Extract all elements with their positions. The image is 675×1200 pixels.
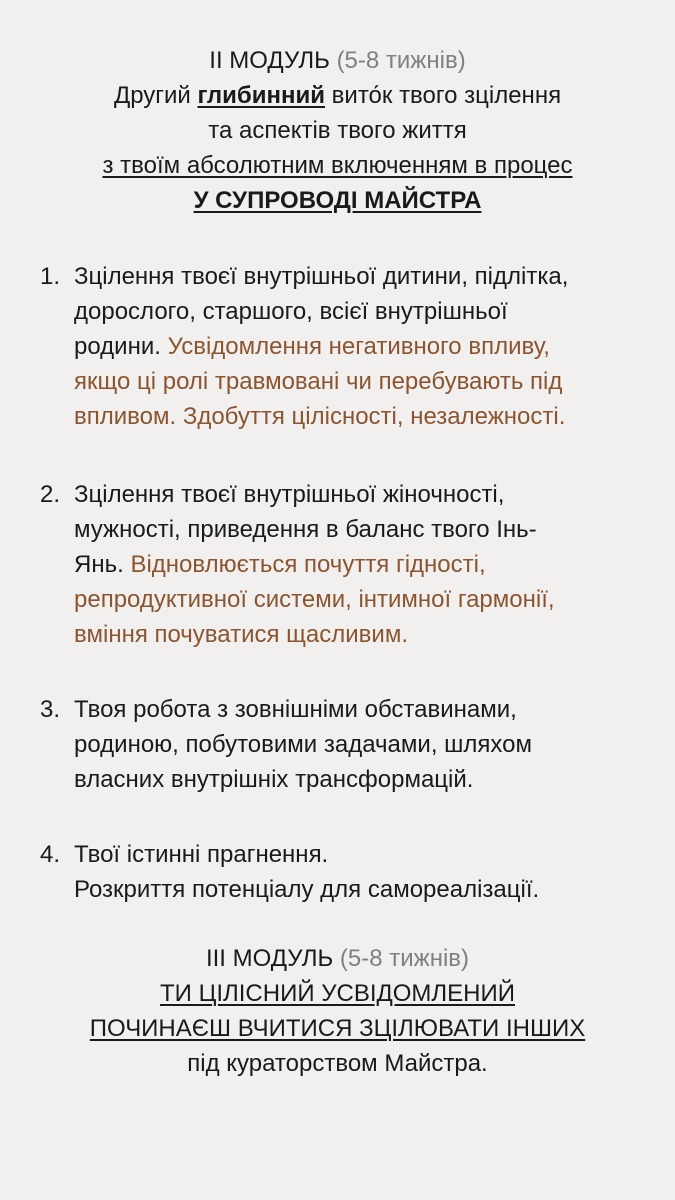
module-2-line-3: та аспектів твого життя [208,117,467,144]
module-3-line-2-wrap [0,976,675,1011]
module-2-subtitle-pre: Другий [113,82,198,109]
module-3-line-2: ТИ ЦІЛІСНИЙ УСВІДОМЛЕНИЙ [159,980,515,1007]
module-2-title-line [0,43,675,78]
list-item-line [74,547,654,582]
list-item-body [74,259,654,434]
list-item-accent-text: Відновлюється почуття гідності, [130,551,486,578]
list-item-text: Зцілення твоєї внутрішньої дитини, підлітка, [74,263,569,290]
module-2-header [0,43,675,218]
list-item-text: дорослого, старшого, всієї внутрішньої [74,298,508,325]
module-3-duration: (5-8 тижнів) [339,945,470,972]
list-item-line [74,477,654,512]
module-2-line-4: з твоїм абсолютним включенням в процес [102,152,573,179]
list-item-text: родини. [74,333,168,360]
module-3-line-4: під кураторством Майстра. [187,1050,488,1077]
module-3-line-3: ПОЧИНАЄШ ВЧИТИСЯ ЗЦІЛЮВАТИ ІНШИХ [89,1015,586,1042]
list-item-text: Зцілення твоєї внутрішньої жіночності, [74,481,505,508]
list-item-accent-text: Усвідомлення негативного впливу, [167,333,550,360]
module-2-line-4-wrap [0,148,675,183]
list-item-body [74,837,654,907]
list-item-line [74,837,654,872]
list-item-accent-text: якщо ці ролі травмовані чи перебувають під [74,368,563,395]
module-2-line-5: У СУПРОВОДІ МАЙСТРА [193,187,482,214]
list-item-line [74,329,654,364]
module-2-subtitle-post: вито́к твого зцілення [325,82,562,109]
module-2-title: II МОДУЛЬ [209,47,330,74]
list-item-number: 2. [40,481,61,508]
list-item-text: мужності, приведення в баланс твого Інь- [74,516,537,543]
list-item-line [74,582,654,617]
list-item-body [74,692,654,797]
list-item-text: Твоя робота з зовнішніми обставинами, [74,696,517,723]
list-item-line [74,399,654,434]
list-item-text: Розкриття потенціалу для самореалізації. [74,876,540,903]
module-2-subtitle-line [0,78,675,113]
list-item-number: 1. [40,263,61,290]
module-3-title-line [0,941,675,976]
list-item-accent-text: репродуктивної системи, інтимної гармонії, [74,586,555,613]
list-item-line [74,364,654,399]
list-item-text: Твої істинні прагнення. [74,841,329,868]
module-2-subtitle-bold: глибинний [197,82,325,109]
list-item-line [74,294,654,329]
list-item-number: 4. [40,841,61,868]
list-item-line [74,259,654,294]
list-item-body [74,477,654,652]
list-item-line [74,727,654,762]
list-item-number: 3. [40,696,61,723]
module-2-line-5-wrap [0,183,675,218]
list-item-text: Янь. [74,551,131,578]
module-2-duration: (5-8 тижнів) [336,47,466,74]
list-item-line [74,872,654,907]
list-item-line [74,692,654,727]
list-item-line [74,617,654,652]
module-3-line-3-wrap [0,1011,675,1046]
list-item-text: власних внутрішніх трансформацій. [74,766,474,793]
module-3-title: III МОДУЛЬ [205,945,334,972]
list-item-accent-text: вміння почуватися щасливим. [74,621,408,648]
module-3-header [0,941,675,1081]
list-item-accent-text: впливом. Здобуття цілісності, незалежності. [74,403,566,430]
list-item-line [74,512,654,547]
list-item-line [74,762,654,797]
list-item-text: родиною, побутовими задачами, шляхом [74,731,532,758]
